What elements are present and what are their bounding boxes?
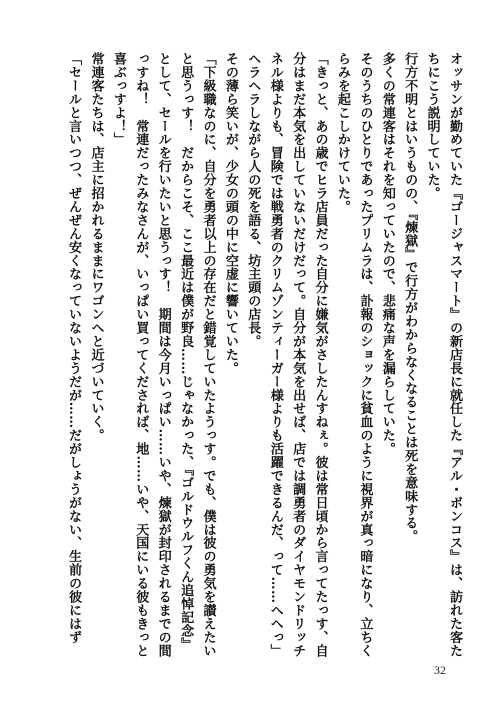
paragraph-3: 多くの常連客はそれを知っていたので、悲痛な声を漏らしていた。 xyxy=(379,52,395,456)
paragraph-2: 行方不明とはいうものの、『煉獄』で行方がわからなくなることは死を意味する。 xyxy=(402,52,418,544)
vertical-text-body xyxy=(40,52,465,662)
paragraph-7: その薄ら笑いが、少女の頭の中に空虚に響いていた。 xyxy=(222,52,238,375)
paragraph-6: ヘラヘラしながら人の死を語る、坊主頭の店長。 xyxy=(245,52,261,348)
paragraph-8: 「下級職なのに、自分を勇者以上の存在だと錯覚していたようっす。でも、僕は彼の勇気を讃えたいと思うっす！ だからこそ、ここ最近は僕が野良……じゃなかった、『ゴルドウルフくん追悼記念』として、セールを行いたいと思うっす！ 期間は今月いっぱい……いや、煉獄が封印されるまでの間っすね！ 常連だったみなさんが、いっぱい買ってくだされば、地……いや、天国にいる彼もきっと喜ぶっすよ！」 xyxy=(110,52,216,658)
paragraph-4: そのうちのひとりであったプリムラは、訃報のショックに貧血のように視界が真っ暗になり、立ちくらみを起こしかけていた。 xyxy=(334,52,373,658)
paragraph-1: オッサンが勤めていた『ゴージャスマート』の新店長に就任した『アル・ボンコス』は、訪れた客たちにこう説明していた。 xyxy=(424,52,462,658)
paragraph-10: 「セールと言いつつ、ぜんぜん安くなっていないようだが……だがしょうがない、生前の彼にはず xyxy=(66,52,82,644)
paragraph-9: 常連客たちは、店主に招かれるままにワゴンへと近づいていく。 xyxy=(88,52,104,443)
paragraph-5: 「きっと、あの歳でヒラ店員だった自分に嫌気がさしたんすねぇ。彼は常日頃から言ってたっす、自分はまだ本気を出していないだけだって。自分が本気を出せば、店では調勇者のダイヤモンドリッチネル様よりも、冒険では戦勇者のクリムゾンティーガー様よりも活躍できるんだ、って……へへっ」 xyxy=(267,52,328,658)
page-number: 32 xyxy=(434,663,446,677)
